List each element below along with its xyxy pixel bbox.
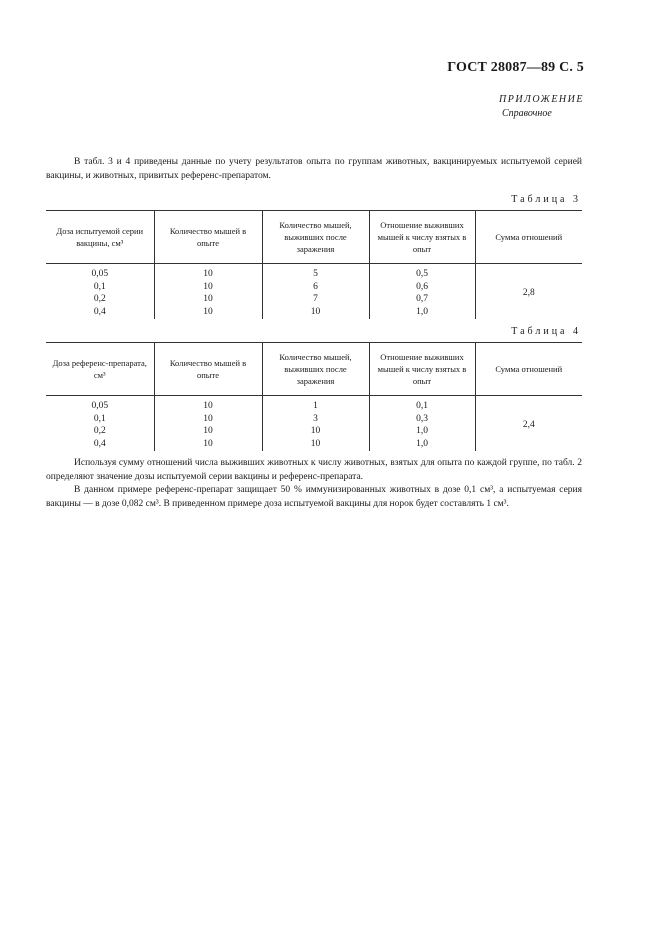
table-cell: 0,5: [369, 264, 475, 281]
table4-header-sum: Сумма отношений: [475, 343, 582, 396]
table-cell: 1,0: [369, 306, 475, 320]
table-cell: 1,0: [369, 425, 475, 438]
table-cell: 1: [262, 396, 369, 413]
table-cell: 3: [262, 413, 369, 426]
table-cell: 10: [154, 425, 262, 438]
table-cell: 10: [154, 306, 262, 320]
table-cell: 0,2: [93, 294, 106, 304]
conclusion-text-1: Используя сумму отношений числа выживших животных к числу животных, взятых для опыта по каждой группе, по табл. 2 определяют значение дозы испытуемой серии вакцины и референс-препарата.: [46, 458, 582, 482]
table3-header-sum: Сумма отношений: [475, 211, 582, 264]
table4-sum-cell: 2,4: [475, 396, 582, 452]
table-cell: 10: [154, 438, 262, 452]
table-cell: 0,7: [369, 293, 475, 306]
table-cell: 10: [154, 293, 262, 306]
appendix-subtitle: Справочное: [502, 108, 552, 119]
table-cell: 0,1: [369, 396, 475, 413]
table3-header-count: Количество мышей в опыте: [154, 211, 262, 264]
table-cell: 10: [154, 281, 262, 294]
table-cell: 10: [154, 413, 262, 426]
table-cell: 10: [262, 425, 369, 438]
table-row: [46, 396, 582, 413]
table-cell: 0,05: [91, 269, 109, 279]
intro-paragraph: [46, 156, 582, 183]
table3-header-survived: Количество мышей, выживших после заражения: [262, 211, 369, 264]
table-cell: 0,1: [93, 281, 106, 292]
table4-header-count: Количество мышей в опыте: [154, 343, 262, 396]
table4-header-survived: Количество мышей, выживших после заражения: [262, 343, 369, 396]
conclusion-text-2: В данном примере референс-препарат защищает 50 % иммунизированных животных в дозе 0,1 см³, а испытуемая серия вакцины — в дозе 0,082 см³. В приведенном примере доза испытуемой вакцины для норок будет составлять 1 см³.: [46, 485, 582, 509]
table-cell: 0,4: [93, 306, 106, 317]
table-cell: 0,1: [93, 413, 106, 424]
table3-header-row: [46, 211, 582, 264]
table-cell: 10: [154, 264, 262, 281]
conclusion-paragraph-1: [46, 457, 582, 484]
table-cell: 0,3: [369, 413, 475, 426]
table4-header-row: [46, 343, 582, 396]
table3-header-dose: Доза испытуемой серии вакцины, см³: [46, 211, 154, 264]
table4-header-ratio: Отношение выживших мышей к числу взятых в опыт: [369, 343, 475, 396]
table-row: [46, 264, 582, 281]
table4-header-dose: Доза референс-препарата, см³: [46, 343, 154, 396]
table-cell: 10: [154, 396, 262, 413]
table-cell: 1,0: [369, 438, 475, 452]
table-cell: 0,4: [93, 438, 106, 449]
table3-caption: Таблица 3: [511, 194, 581, 205]
table-cell: 10: [262, 438, 369, 452]
table-cell: 0,6: [369, 281, 475, 294]
intro-text: В табл. 3 и 4 приведены данные по учету результатов опыта по группам животных, вакцинируемых испытуемой серией вакцины, и животных, привитых референс-препаратом.: [46, 157, 582, 181]
table-cell: 0,2: [93, 426, 106, 436]
conclusion-paragraph-2: [46, 484, 582, 511]
table-cell: 5: [262, 264, 369, 281]
table3-header-ratio: Отношение выживших мышей к числу взятых в опыт: [369, 211, 475, 264]
table3-sum-cell: 2,8: [475, 264, 582, 320]
table-4: [46, 342, 582, 451]
table-cell: 6: [262, 281, 369, 294]
document-header-reference: ГОСТ 28087—89 С. 5: [447, 60, 584, 75]
table-cell: 7: [262, 293, 369, 306]
appendix-title: ПРИЛОЖЕНИЕ: [499, 94, 584, 105]
table-3: [46, 210, 582, 319]
table4-caption: Таблица 4: [511, 326, 581, 337]
table-cell: 10: [262, 306, 369, 320]
table-cell: 0,05: [91, 401, 109, 411]
